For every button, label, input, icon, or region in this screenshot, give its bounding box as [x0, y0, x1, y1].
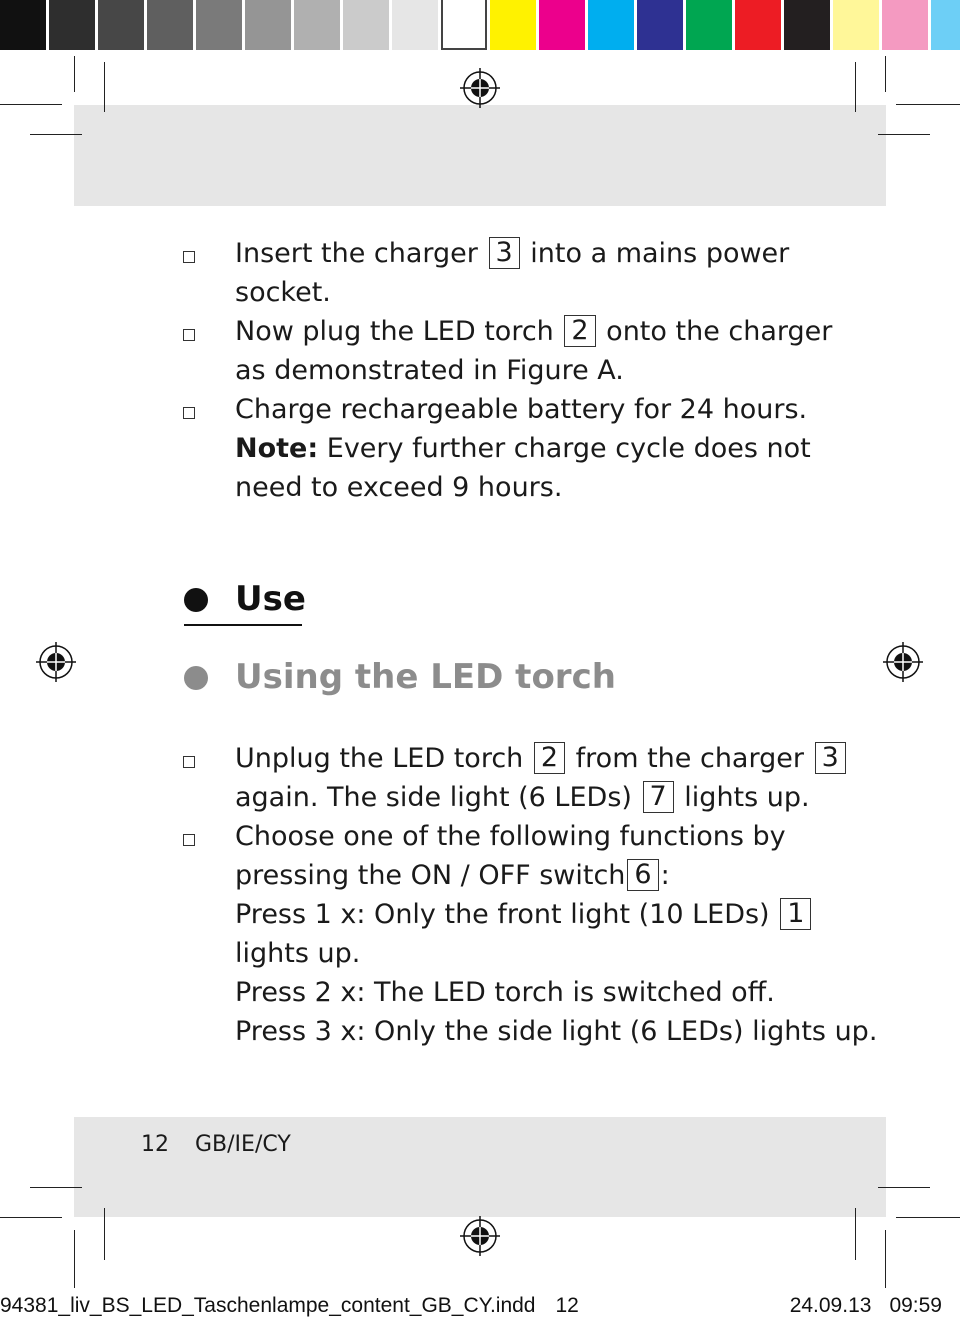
- crop-mark: [30, 134, 82, 135]
- list-item-line: [235, 856, 670, 895]
- list-item: [235, 312, 832, 351]
- list-item-text: pressing the ON / OFF switch: [235, 860, 626, 891]
- grey-swatch: [245, 0, 291, 50]
- list-item-text: onto the charger: [606, 316, 833, 347]
- grey-swatch: [98, 0, 144, 50]
- color-swatch: [588, 0, 634, 50]
- color-swatch: [882, 0, 928, 50]
- checkbox-bullet-icon: [183, 834, 195, 846]
- subheading-bullet-icon: [184, 666, 208, 690]
- press-option: Press 2 x: The LED torch is switched off.: [235, 977, 775, 1008]
- grey-swatch: [196, 0, 242, 50]
- press-option: [235, 895, 813, 934]
- color-swatch: [686, 0, 732, 50]
- page-number: 12: [141, 1132, 169, 1157]
- checkbox-bullet-icon: [183, 329, 195, 341]
- crop-mark: [74, 1230, 75, 1288]
- crop-mark: [74, 56, 75, 92]
- list-item-line: socket.: [235, 277, 331, 308]
- slug-time: 09:59: [889, 1294, 942, 1317]
- crop-mark: [878, 1187, 930, 1188]
- page-footer: [141, 1132, 291, 1157]
- list-item-text: Now plug the LED torch: [235, 316, 554, 347]
- crop-mark: [896, 104, 960, 105]
- slug-file: 94381_liv_BS_LED_Taschenlampe_content_GB_CY.indd: [0, 1294, 536, 1317]
- crop-mark: [855, 1208, 856, 1260]
- checkbox-bullet-icon: [183, 407, 195, 419]
- grey-swatch: [147, 0, 193, 50]
- list-item-line: [235, 778, 810, 817]
- registration-mark-icon: [36, 642, 76, 682]
- grey-swatch: [441, 0, 487, 50]
- reference-number: 7: [643, 781, 674, 813]
- reference-number: 2: [534, 742, 565, 774]
- slug-timestamp: [790, 1294, 942, 1318]
- reference-number: 3: [489, 237, 520, 269]
- crop-mark: [104, 62, 105, 112]
- reference-number: 6: [627, 859, 658, 891]
- list-item-text: into a mains power: [530, 238, 790, 269]
- crop-mark: [30, 1187, 82, 1188]
- note-line: [235, 429, 811, 468]
- list-item: Charge rechargeable battery for 24 hours.: [235, 394, 808, 425]
- country-code: GB/IE/CY: [195, 1132, 291, 1157]
- color-swatch: [539, 0, 585, 50]
- checkbox-bullet-icon: [183, 251, 195, 263]
- slug-page: 12: [555, 1294, 579, 1317]
- grey-swatch: [0, 0, 46, 50]
- note-text: Every further charge cycle does not: [326, 433, 811, 464]
- registration-mark-icon: [460, 68, 500, 108]
- press-option: Press 3 x: Only the side light (6 LEDs) lights up.: [235, 1016, 878, 1047]
- slug-filename: [0, 1294, 579, 1318]
- color-swatch: [637, 0, 683, 50]
- heading-underline: [184, 624, 302, 626]
- press-option-text: Press 1 x: Only the front light (10 LEDs): [235, 899, 770, 930]
- registration-mark-icon: [460, 1216, 500, 1256]
- crop-mark: [885, 56, 886, 92]
- list-item-line: as demonstrated in Figure A.: [235, 355, 624, 386]
- crop-mark: [855, 62, 856, 112]
- header-band: [74, 105, 886, 206]
- list-item-text: :: [660, 860, 670, 891]
- list-item-text: again. The side light (6 LEDs): [235, 782, 632, 813]
- color-swatch: [833, 0, 879, 50]
- press-option-line: lights up.: [235, 938, 361, 969]
- subsection-heading: Using the LED torch: [235, 657, 616, 697]
- heading-bullet-icon: [184, 588, 208, 612]
- reference-number: 3: [815, 742, 846, 774]
- color-swatch: [735, 0, 781, 50]
- crop-mark: [0, 104, 62, 105]
- crop-mark: [896, 1217, 960, 1218]
- list-item: Choose one of the following functions by: [235, 821, 786, 852]
- color-swatch: [931, 0, 960, 50]
- crop-mark: [104, 1208, 105, 1260]
- crop-mark: [885, 1230, 886, 1288]
- checkbox-bullet-icon: [183, 756, 195, 768]
- list-item-text: Unplug the LED torch: [235, 743, 524, 774]
- section-heading: Use: [235, 579, 306, 619]
- list-item-text: Insert the charger: [235, 238, 478, 269]
- list-item-text: from the charger: [575, 743, 804, 774]
- slug-date: 24.09.13: [789, 1294, 872, 1317]
- grey-swatch: [392, 0, 438, 50]
- list-item-text: lights up.: [684, 782, 810, 813]
- crop-mark: [878, 134, 930, 135]
- reference-number: 2: [564, 315, 595, 347]
- list-item: [235, 234, 789, 273]
- grey-swatch: [343, 0, 389, 50]
- color-swatch: [784, 0, 830, 50]
- list-item-line: need to exceed 9 hours.: [235, 472, 563, 503]
- reference-number: 1: [780, 898, 811, 930]
- color-swatch: [490, 0, 536, 50]
- grey-swatch: [49, 0, 95, 50]
- note-label: Note:: [235, 433, 319, 464]
- grey-swatch: [294, 0, 340, 50]
- list-item: [235, 739, 848, 778]
- crop-mark: [0, 1217, 62, 1218]
- registration-mark-icon: [883, 642, 923, 682]
